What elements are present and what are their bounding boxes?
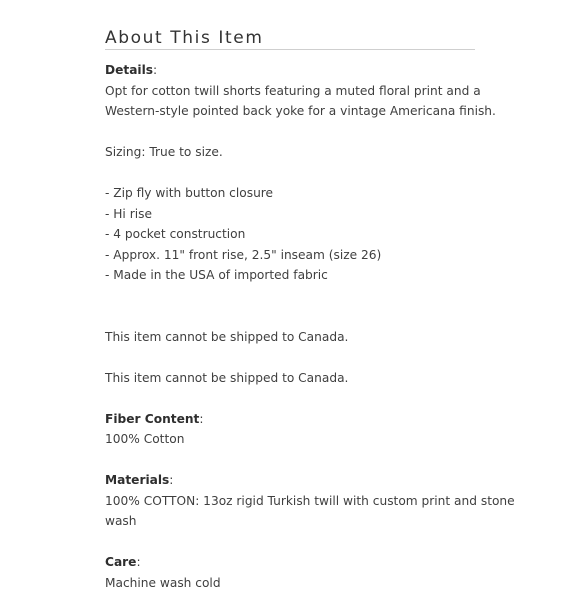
fiber-content-heading [105,409,477,430]
care-value: Machine wash cold [105,573,477,593]
fiber-content-label: Fiber Content [105,412,199,426]
care-colon: : [136,555,140,569]
details-description [105,81,477,122]
spacer [105,163,477,184]
shipping-note: This item cannot be shipped to Canada. [105,327,477,348]
feature-list-item: - 4 pocket construction [105,224,477,245]
spacer [105,532,477,553]
feature-list-item: - Approx. 11" front rise, 2.5" inseam (size 26) [105,245,477,266]
spacer [105,122,477,143]
materials-label: Materials [105,473,169,487]
feature-list [105,183,477,286]
shipping-note: This item cannot be shipped to Canada. [105,368,477,389]
feature-list-item: - Zip fly with button closure [105,183,477,204]
materials-value [105,491,477,532]
item-description [105,60,477,593]
materials-value-line: wash [105,511,477,532]
details-description-line: Western-style pointed back yoke for a vintage Americana finish. [105,101,477,122]
care-heading [105,552,477,573]
materials-value-line: 100% COTTON: 13oz rigid Turkish twill with custom print and stone [105,491,477,512]
materials-colon: : [169,473,173,487]
section-title: About This Item [105,28,264,48]
spacer [105,347,477,368]
details-label: Details [105,63,153,77]
spacer [105,450,477,471]
care-label: Care [105,555,136,569]
spacer [105,286,477,327]
fiber-content-value: 100% Cotton [105,429,477,450]
details-colon: : [153,63,157,77]
materials-heading [105,470,477,491]
feature-list-item: - Hi rise [105,204,477,225]
sizing-text: Sizing: True to size. [105,142,477,163]
title-divider [105,49,475,50]
details-description-line: Opt for cotton twill shorts featuring a muted floral print and a [105,81,477,102]
details-heading [105,60,477,81]
fiber-content-colon: : [199,412,203,426]
feature-list-item: - Made in the USA of imported fabric [105,265,477,286]
spacer [105,388,477,409]
